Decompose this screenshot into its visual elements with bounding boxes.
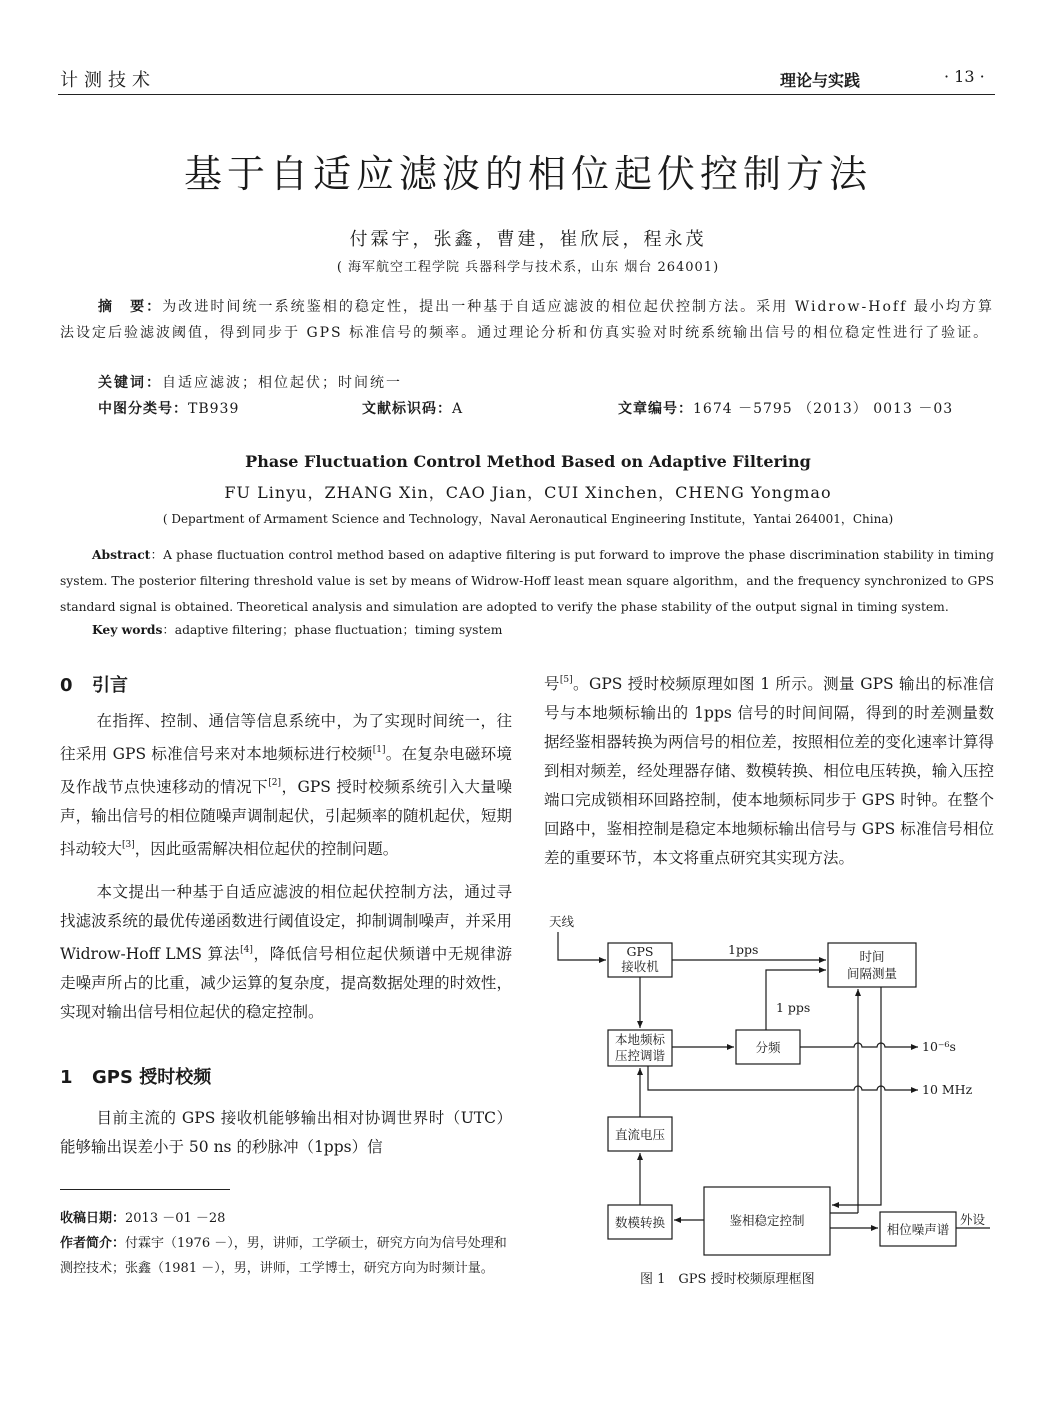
time-to-control-arrow [832, 987, 881, 1205]
received-date [60, 1206, 516, 1231]
paragraph-2-part-a: 本文提出一种基于自适应滤波的相位起伏控制方法，通过寻找滤波系统的最优传递函数进行阈值设定，抑制调制噪声，并采用 Widrow-Hoff LMS 算法 [60, 883, 512, 963]
citation-2: [2] [268, 778, 281, 788]
en-abstract [60, 542, 994, 620]
section-0-number: 0 [60, 675, 73, 696]
en-abstract-text: ：A phase fluctuation control method based on adaptive filtering is put forward to improve the phase discrimination stability in timing system. The posterior filtering threshold value is set by means of Widrow-Hoff least mean square algorithm，and the frequency synchronized to GPS standard signal is obtained. Theoretical analysis and simulation are adopted to verify the phase stability of the output signal in timing system. [60, 548, 994, 614]
article-value: 1674 －5795 （2013） 0013 －03 [693, 401, 954, 417]
divider-output-arrow [800, 1043, 918, 1047]
time-label-2: 间隔测量 [846, 966, 898, 981]
noise-label: 相位噪声谱 [886, 1222, 950, 1237]
article-number [618, 398, 953, 418]
paragraph-3-text: 目前主流的 GPS 接收机能够输出相对协调世界时（UTC）能够输出误差小于 50 ns 的秒脉冲（1pps）信 [60, 1109, 512, 1156]
gps-label-2: 接收机 [621, 959, 659, 974]
en-abstract-label: Abstract [92, 547, 151, 562]
footnote-rule [60, 1189, 230, 1190]
section-0-title: 引言 [92, 675, 128, 696]
received-date-value: 2013 －01 －28 [125, 1211, 226, 1226]
section-1-heading [60, 1063, 211, 1089]
clc-label: 中图分类号： [98, 401, 188, 417]
author-bio [60, 1231, 516, 1281]
paragraph-3 [60, 1104, 512, 1162]
1pps-mid-label: 1 pps [776, 1000, 811, 1015]
paragraph-1-part-a: 在指挥、控制、通信等信息系统中，为了实现时间统一，往往采用 GPS 标准信号来对本地频标进行校频 [60, 712, 512, 763]
cn-keywords-text: 自适应滤波；相位起伏；时间统一 [162, 375, 402, 391]
clc-value: TB939 [188, 401, 240, 417]
en-keywords-text: ：adaptive filtering；phase fluctuation；timing system [162, 623, 503, 637]
antenna-label: 天线 [549, 914, 575, 929]
author-bio-text: 付霖宇（1976 －），男，讲师，工学硕士，研究方向为信号处理和测控技术；张鑫（1981 －），男，讲师，工学博士，研究方向为时频计量。 [60, 1236, 507, 1276]
10mhz-arrow [648, 1066, 918, 1090]
citation-5: [5] [559, 675, 573, 685]
local-label-2: 压控调谐 [614, 1048, 666, 1063]
doc-value: A [452, 401, 464, 417]
paper-title: 基于自适应滤波的相位起伏控制方法 [183, 152, 872, 196]
cn-keywords [98, 372, 402, 392]
paragraph-1-part-b: 。在复杂电磁环境及作战节点快速移动的情况下 [60, 745, 512, 796]
footnote [60, 1206, 516, 1281]
en-keywords-label: Key words [92, 622, 163, 637]
time-label-1: 时间 [859, 949, 885, 964]
citation-1: [1] [372, 745, 386, 755]
gps-label-1: GPS [626, 944, 654, 959]
dc-label: 直流电压 [614, 1127, 666, 1142]
phase-control-label: 鉴相稳定控制 [729, 1213, 805, 1228]
en-keywords [92, 620, 502, 638]
paragraph-1-part-d: ，因此亟需解决相位起伏的控制问题。 [134, 840, 399, 858]
section-name: 理论与实践 [780, 71, 861, 90]
paragraph-1-part-c: ，GPS 授时校频系统引入大量噪声，输出信号的相位随噪声调制起伏，引起频率的随机起伏，短期抖动较大 [60, 778, 512, 858]
en-title: Phase Fluctuation Control Method Based on Adaptive Filtering [245, 452, 811, 471]
article-label: 文章编号： [618, 401, 693, 417]
dac-label: 数模转换 [614, 1215, 666, 1230]
external-label: 外设 [960, 1212, 986, 1227]
cn-abstract-text: 为改进时间统一系统鉴相的稳定性，提出一种基于自适应滤波的相位起伏控制方法。采用 Widrow-Hoff 最小均方算法设定后验滤波阈值，得到同步于 GPS 标准信号的频率。通过理论分析和仿真实验对时统系统输出信号的相位稳定性进行了验证。 [60, 299, 994, 341]
paragraph-2-part-b: ，降低信号相位起伏频谱中无规律游走噪声所占的比重，减少运算的复杂度，提高数据处理的时效性，实现对输出信号相位起伏的稳定控制。 [60, 945, 512, 1021]
cn-abstract [60, 294, 994, 346]
en-authors: FU Linyu，ZHANG Xin，CAO Jian，CUI Xinchen，CHENG Yongmao [224, 483, 832, 502]
cn-keywords-label: 关键词： [98, 375, 162, 391]
doc-code [362, 398, 463, 418]
journal-name: 计测技术 [60, 70, 156, 91]
authors: 付霖宇，张鑫，曹建，崔欣辰，程永茂 [349, 229, 707, 250]
citation-3: [3] [122, 840, 135, 850]
author-bio-label: 作者简介： [60, 1236, 126, 1251]
section-0-heading [60, 671, 128, 697]
1pps-top-label: 1pps [728, 942, 759, 957]
paragraph-4 [544, 666, 994, 873]
doc-label: 文献标识码： [362, 401, 452, 417]
paragraph-4-part-b: 。GPS 授时校频原理如图 1 所示。测量 GPS 输出的标准信号与本地频标输出的 1pps 信号的时间间隔，得到的时差测量数据经鉴相器转换为两信号的相位差，按照相位差的变化速率计算得到相对频差，经处理器存储、数模转换、相位电压转换，输入压控端口完成锁相环回路控制，使本地频标同步于 GPS 时钟。在整个回路中，鉴相控制是稳定本地频标输出信号与 GPS 标准信号相位差的重要环节，本文将重点研究其实现方法。 [544, 675, 994, 867]
received-date-label: 收稿日期： [60, 1211, 126, 1226]
divider-label: 分频 [755, 1040, 781, 1055]
header-rule [58, 94, 995, 95]
en-affiliation: ( Department of Armament Science and Technology，Naval Aeronautical Engineering Institute，Yantai 264001，China) [162, 512, 894, 526]
paragraph-4-part-a: 号 [544, 675, 560, 693]
cn-abstract-label: 摘 要： [98, 299, 163, 315]
local-label-1: 本地频标 [614, 1032, 666, 1047]
paragraph-2 [60, 878, 512, 1027]
output-10us-label: 10⁻⁶s [922, 1039, 956, 1054]
paragraph-1 [60, 707, 512, 864]
section-1-number: 1 [60, 1067, 73, 1088]
figure-1-diagram [540, 905, 1000, 1265]
section-1-title: GPS 授时校频 [92, 1067, 212, 1088]
clc-number [98, 398, 239, 418]
page-number: · 13 · [944, 67, 985, 86]
antenna-line [558, 932, 606, 960]
citation-4: [4] [240, 945, 253, 955]
figure-1-caption: 图 1 GPS 授时校频原理框图 [640, 1272, 815, 1287]
affiliation: ( 海军航空工程学院 兵器科学与技术系，山东 烟台 264001) [336, 260, 720, 275]
output-10mhz-label: 10 MHz [922, 1082, 973, 1097]
